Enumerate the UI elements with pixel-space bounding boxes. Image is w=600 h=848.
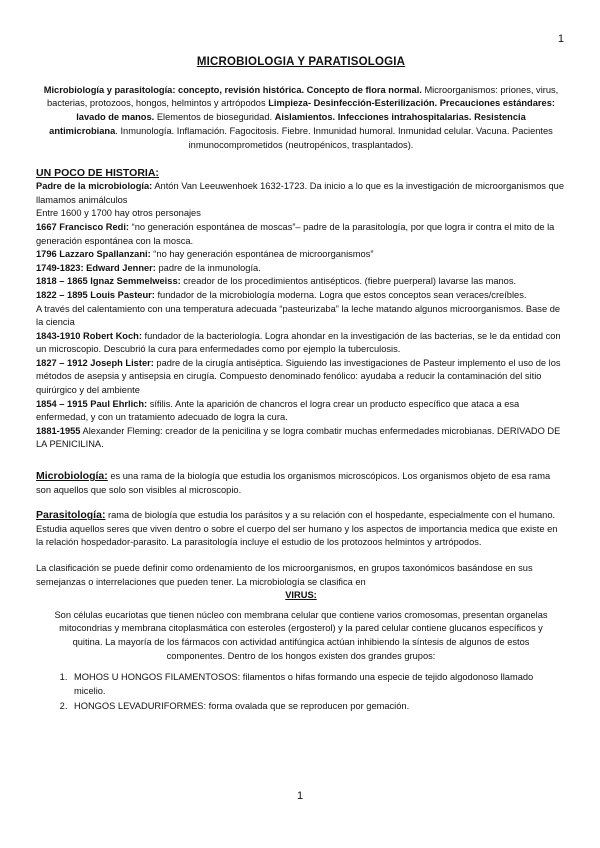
history-entry-text: fundador de la bacteriología. Logra ahondar en la investigación de las bacterias, se le da entidad con un microscopio. Descubrió la cura para enfermedades como por ejemplo la tuberculosis. (36, 330, 561, 355)
history-entry (36, 289, 566, 303)
document-title: MICROBIOLOGIA Y PARATISOLOGIA (196, 56, 406, 68)
history-entry-bold: 1881-1955 (36, 425, 81, 436)
history-entry (36, 303, 566, 330)
microbiologia-term: Microbiología: (36, 470, 108, 483)
history-entry-text: “no generación espontánea de moscas”– padre de la parasitología, por que logra ir contra el mito de la generación espontánea con la mosca. (36, 221, 555, 246)
history-entry-text: padre de la cirugía antiséptica. Siguiendo las investigaciones de Pasteur implemento el uso de los métodos de asepsia y antisepsia en cirugía. Compuesto denominado fenólico: ayudaba a reducir la contaminación del sitio quirúrgico y del ambiente (36, 357, 561, 396)
history-entry (36, 275, 566, 289)
history-entry-text: Entre 1600 y 1700 hay otros personajes (36, 208, 201, 219)
history-entry (36, 180, 566, 207)
history-list (36, 180, 566, 452)
intro-paragraph (42, 84, 560, 153)
history-entry (36, 207, 566, 221)
intro-bold-3: Aislamientos. Infecciones intrahospitalarias. Resistencia antimicrobiana (49, 112, 526, 136)
spacer (36, 550, 566, 562)
history-entry (36, 262, 566, 276)
hongos-paragraph: Son células eucariotas que tienen núcleo con membrana celular que contiene varios cromosomas, presentan organelas mitocondrias y membrana citoplasmática con esteroles (ergosterol) y la pared celular contiene glucanos específicos y quitina. La mayoría de los fármacos con actividad antifúngica actúan inhibiendo la síntesis de algunos de estos componentes. Dentro de los hongos existen dos grandes grupos: (54, 609, 548, 661)
intro-bold-2: Limpieza- Desinfección-Esterilización. Precauciones estándares: lavado de manos. (76, 98, 555, 123)
history-entry-text: sífilis. Ante la aparición de chancros el logra crear un producto específico que ataca a esa enfermedad, y con un tratamiento adecuado de logra la cura. (36, 398, 520, 423)
parasitologia-definition (36, 509, 566, 523)
history-entry (36, 357, 566, 398)
parasitologia-extended: Estudia aquellos seres que viven dentro o sobre el cuerpo del ser humano y los aspectos de importancia medica que existe en la relación hospedador-parasito. La parasitología incluye el estudio de los protozoos helmintos y artrópodos. (36, 523, 558, 548)
page-number-top: 1 (557, 33, 564, 45)
intro-text-1: Microorganismos: priones, virus, bacterias, protozoos, hongos, helmintos y artrópodos (47, 84, 559, 109)
history-entry-bold: 1843-1910 Robert Koch: (36, 330, 142, 341)
history-entry-bold: 1854 – 1915 Paul Ehrlich: (36, 398, 148, 409)
history-entry-text: Antón Van Leeuwenhoek 1632-1723. Da inicio a lo que es la investigación de microorganismos que llamamos animálculos (36, 181, 564, 205)
document-body (36, 56, 566, 716)
history-entry-text: creador de los procedimientos antisépticos. (fiebre puerperal) lavarse las manos. (180, 276, 517, 287)
list-item: 1. MOHOS U HONGOS FILAMENTOSOS: filamentos o hifas formando una especie de tejido algodonoso llamado micelio. (70, 671, 566, 698)
spacer (36, 497, 566, 509)
virus-heading: VIRUS: (285, 590, 317, 601)
microbiologia-text: es una rama de la biología que estudia los organismos microscópicos. Los organismos objeto de esa rama son aquellos que solo son visibles al microscopio. (36, 471, 551, 495)
history-entry (36, 248, 566, 262)
history-entry-text: padre de la inmunología. (155, 262, 261, 273)
clasificacion-paragraph: La clasificación se puede definir como ordenamiento de los microorganismos, en grupos taxonómicos basándose en sus semejanzas o interrelaciones que pueden tener. La microbiología se clasifica en (36, 563, 533, 587)
spacer (36, 452, 566, 470)
history-heading: UN POCO DE HISTORIA: (36, 166, 159, 179)
parasitologia-term: Parasitología: (36, 509, 106, 522)
intro-bold-1: Microbiología y parasitología: concepto, revisión histórica. Concepto de flora normal. (43, 84, 422, 95)
intro-text-3: . Inmunología. Inflamación. Fagocitosis. Fiebre. Inmunidad humoral. Inmunidad celular. Vacuna. Pacientes inmunocomprometidos (neutropénicos, trasplantados). (115, 125, 553, 150)
history-entry (36, 398, 566, 425)
history-entry (36, 425, 566, 452)
history-entry-bold: 1796 Lazzaro Spallanzani: (36, 249, 151, 260)
history-entry (36, 330, 566, 357)
history-entry-bold: Padre de la microbiología: (36, 181, 153, 192)
history-entry-bold: 1822 – 1895 Louis Pasteur: (36, 289, 155, 300)
history-entry-bold: 1749-1823: Edward Jenner: (36, 262, 156, 273)
microbiologia-definition (36, 470, 566, 497)
history-entry-bold: 1667 Francisco Redi: (36, 221, 130, 232)
history-entry-bold: 1827 – 1912 Joseph Lister: (36, 357, 154, 368)
history-entry-bold: 1818 – 1865 Ignaz Semmelweiss: (36, 276, 181, 287)
history-entry-text: “no hay generación espontánea de microorganismos” (150, 249, 374, 260)
parasitologia-text: rama de biología que estudia los parásitos y a su relación con el hospedante, especialmente con el humano. (105, 510, 556, 521)
list-item: 2. HONGOS LEVADURIFORMES: forma ovalada que se reproducen por gemación. (70, 700, 566, 714)
intro-text-2: Elementos de bioseguridad. (154, 112, 275, 123)
history-entry-text: fundador de la microbiología moderna. Logra que estos conceptos sean veraces/creíbles. (154, 289, 527, 300)
page-number-bottom: 1 (296, 790, 304, 802)
history-entry (36, 221, 566, 248)
history-entry-text: Alexander Fleming: creador de la penicilina y se logra combatir muchas enfermedades microbianas. DERIVADO DE LA PENICILINA. (36, 425, 561, 450)
history-entry-text: A través del calentamiento con una temperatura adecuada “pasteurizaba” la leche matando algunos microorganismos. Base de la ciencia (36, 303, 561, 328)
hongos-list (36, 671, 566, 714)
